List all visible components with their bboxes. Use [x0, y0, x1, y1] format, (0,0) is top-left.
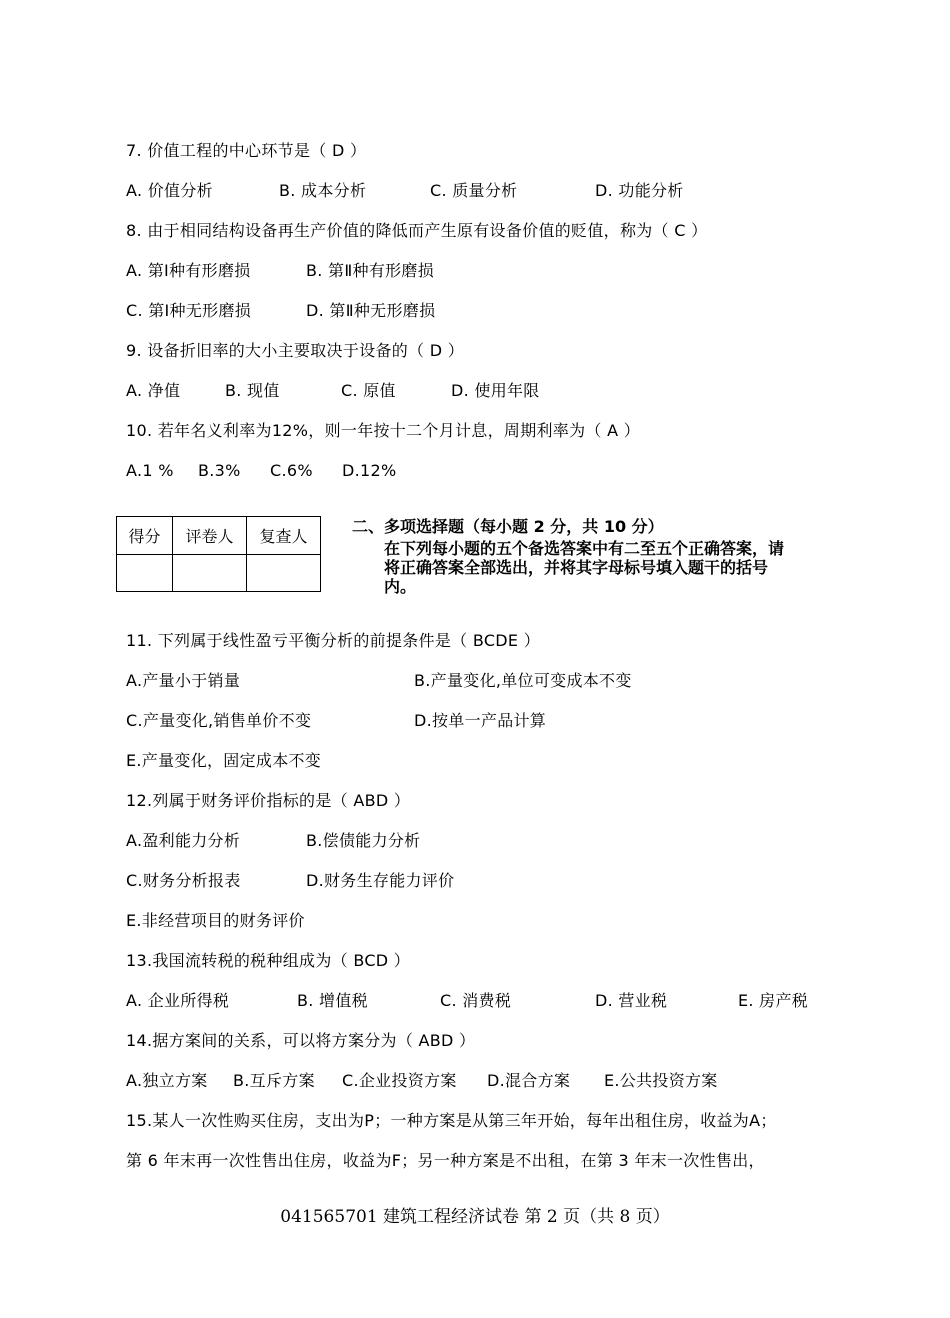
q12-option-c: C.财务分析报表 [126, 871, 241, 890]
question-11-stem: 11. 下列属于线性盈亏平衡分析的前提条件是（ BCDE ） [126, 631, 541, 650]
q9-option-d: D. 使用年限 [451, 381, 540, 400]
q12-option-e: E.非经营项目的财务评价 [126, 911, 305, 930]
q8-option-b: B. 第Ⅱ种有形磨损 [306, 261, 435, 280]
q10-option-c: C.6% [270, 461, 313, 480]
question-15-line-2: 第 6 年末再一次性售出住房，收益为F；另一种方案是不出租，在第 3 年末一次性售出， [126, 1151, 765, 1170]
q11-option-e: E.产量变化，固定成本不变 [126, 751, 322, 770]
question-15-line-1: 15.某人一次性购买住房，支出为P；一种方案是从第三年开始，每年出租住房，收益为A； [126, 1111, 777, 1130]
section-2-title: 二、多项选择题（每小题 2 分，共 10 分） [352, 517, 664, 536]
q9-option-b: B. 现值 [225, 381, 280, 400]
question-9-stem: 9. 设备折旧率的大小主要取决于设备的（ D ） [126, 341, 465, 360]
q14-option-a: A.独立方案 [126, 1071, 208, 1090]
q13-option-b: B. 增值税 [297, 991, 368, 1010]
q12-option-a: A.盈利能力分析 [126, 831, 241, 850]
q12-option-b: B.偿债能力分析 [306, 831, 421, 850]
score-cell[interactable] [117, 555, 173, 592]
question-10-stem: 10. 若年名义利率为12%，则一年按十二个月计息，周期利率为（ A ） [126, 421, 641, 440]
question-7-stem: 7. 价值工程的中心环节是（ D ） [126, 141, 367, 160]
q13-option-e: E. 房产税 [738, 991, 809, 1010]
grader-header: 评卷人 [173, 517, 247, 555]
q7-option-d: D. 功能分析 [595, 181, 684, 200]
reviewer-header: 复查人 [247, 517, 321, 555]
score-table [116, 516, 321, 592]
q11-option-b: B.产量变化,单位可变成本不变 [414, 671, 632, 690]
q13-option-c: C. 消费税 [440, 991, 512, 1010]
q13-option-d: D. 营业税 [595, 991, 668, 1010]
question-12-stem: 12.列属于财务评价指标的是（ ABD ） [126, 791, 411, 810]
q14-option-b: B.互斥方案 [233, 1071, 315, 1090]
q9-option-a: A. 净值 [126, 381, 181, 400]
q11-option-a: A.产量小于销量 [126, 671, 241, 690]
q14-option-c: C.企业投资方案 [342, 1071, 457, 1090]
q7-option-a: A. 价值分析 [126, 181, 213, 200]
q11-option-d: D.按单一产品计算 [414, 711, 547, 730]
score-header: 得分 [117, 517, 173, 555]
q10-option-a: A.1 % [126, 461, 174, 480]
q10-option-b: B.3% [198, 461, 241, 480]
q12-option-d: D.财务生存能力评价 [306, 871, 455, 890]
q13-option-a: A. 企业所得税 [126, 991, 230, 1010]
section-2-instructions: 在下列每小题的五个备选答案中有二至五个正确答案，请将正确答案全部选出，并将其字母标号填入题干的括号内。 [384, 539, 785, 596]
q7-option-b: B. 成本分析 [279, 181, 367, 200]
question-8-stem: 8. 由于相同结构设备再生产价值的降低而产生原有设备价值的贬值，称为（ C ） [126, 221, 708, 240]
q10-option-d: D.12% [342, 461, 397, 480]
grader-cell[interactable] [173, 555, 247, 592]
q8-option-c: C. 第Ⅰ种无形磨损 [126, 301, 252, 320]
reviewer-cell[interactable] [247, 555, 321, 592]
q9-option-c: C. 原值 [341, 381, 396, 400]
question-14-stem: 14.据方案间的关系，可以将方案分为（ ABD ） [126, 1031, 476, 1050]
q14-option-e: E.公共投资方案 [604, 1071, 718, 1090]
q8-option-a: A. 第Ⅰ种有形磨损 [126, 261, 251, 280]
question-13-stem: 13.我国流转税的税种组成为（ BCD ） [126, 951, 411, 970]
q8-option-d: D. 第Ⅱ种无形磨损 [306, 301, 436, 320]
q14-option-d: D.混合方案 [487, 1071, 571, 1090]
page-footer: 041565701 建筑工程经济试卷 第 2 页（共 8 页） [280, 1207, 670, 1227]
q7-option-c: C. 质量分析 [430, 181, 518, 200]
q11-option-c: C.产量变化,销售单价不变 [126, 711, 312, 730]
